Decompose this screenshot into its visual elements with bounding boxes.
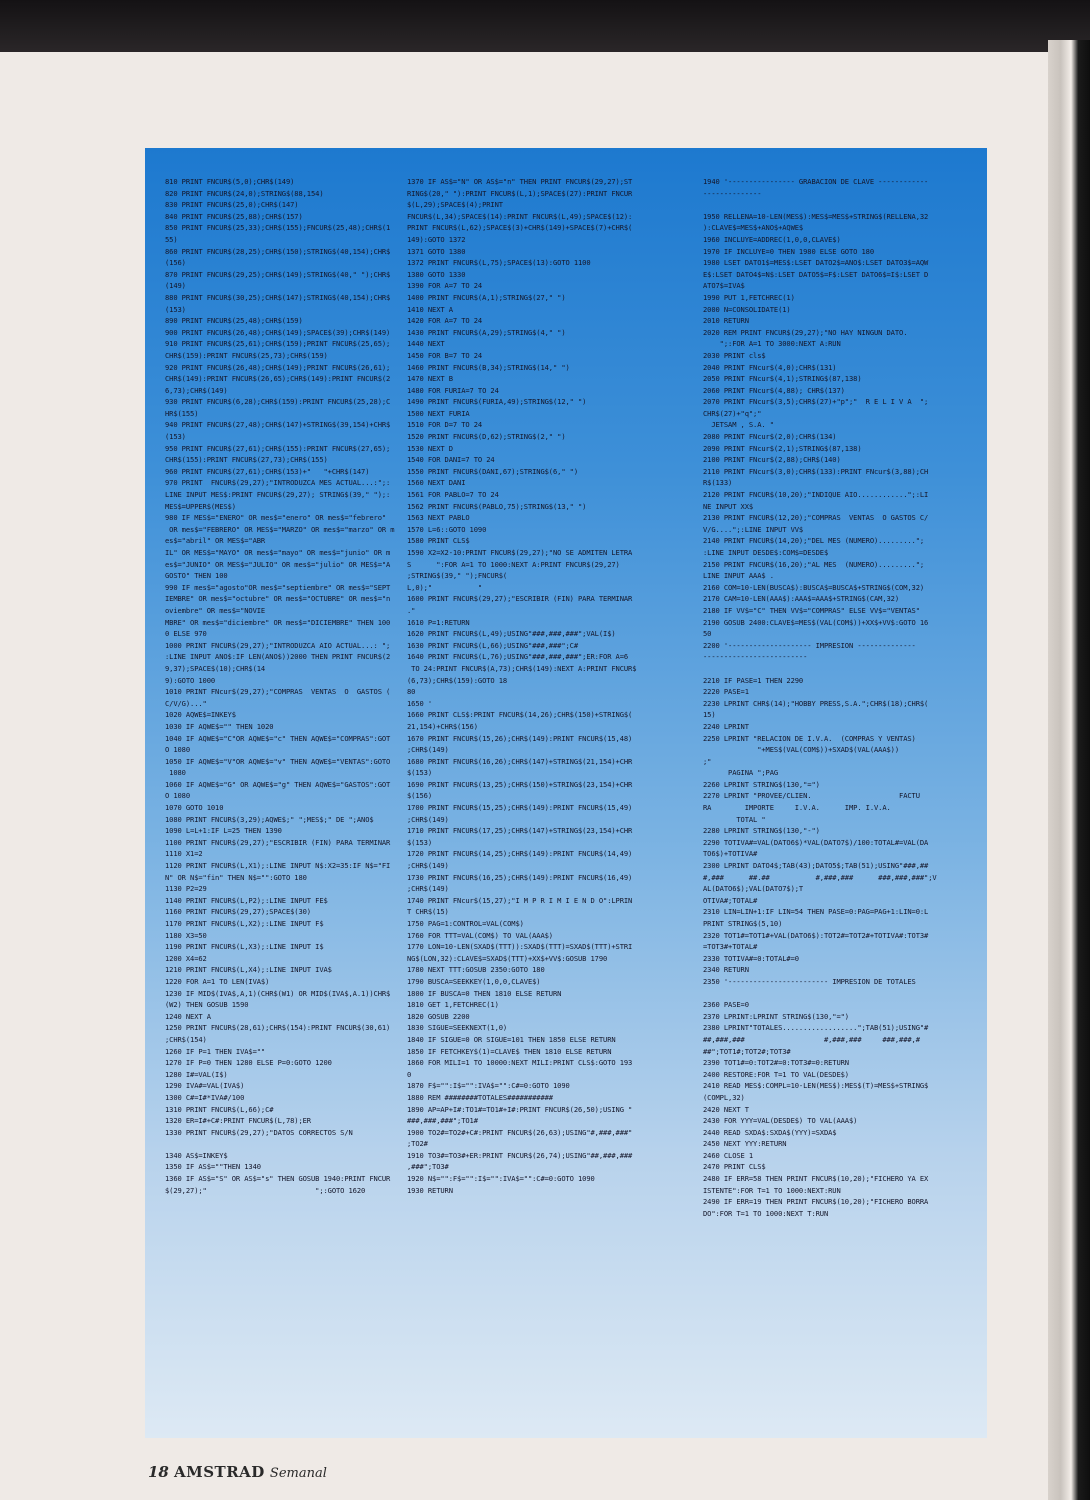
- code-line: CHR$(27)+"q";": [703, 408, 762, 418]
- listing-column-2: [407, 176, 685, 1196]
- listing-panel: [145, 148, 987, 1438]
- code-line: --------------: [703, 188, 762, 198]
- code-line: T CHR$(15): [407, 907, 449, 917]
- code-line: [703, 988, 979, 1000]
- code-line: 1470 NEXT B: [407, 374, 453, 384]
- code-line: 860 PRINT FNCUR$(28,25);CHR$(150);STRING$(40,154);CHR$: [165, 246, 391, 256]
- code-line: 1950 RELLENA=10-LEN(MES$):MES$=MES$+STRING$(RELLENA,32: [703, 211, 929, 221]
- code-line: 1130 P2=29: [165, 884, 207, 894]
- code-line: (6,73);CHR$(159):GOTO 18: [407, 675, 508, 685]
- code-line: 1030 IF AQWE$="" THEN 1020: [165, 721, 274, 731]
- code-line: 2400 RESTORE:FOR T=1 TO VAL(DESDE$): [703, 1069, 849, 1079]
- code-line: 970 PRINT FNCUR$(29,27);"INTRODUZCA MES ACTUAL...:";:: [165, 478, 391, 488]
- code-line: 1540 FOR DANI=7 TO 24: [407, 455, 495, 465]
- code-line: L,0);" ": [407, 582, 483, 592]
- code-line: 1190 PRINT FNCUR$(L,X3);:LINE INPUT I$: [165, 942, 324, 952]
- code-line: 1310 PRINT FNCUR$(L,66);C#: [165, 1104, 274, 1114]
- code-line: 940 PRINT FNCUR$(27,48);CHR$(147)+STRING$(39,154)+CHR$: [165, 420, 391, 430]
- code-line: :LINE INPUT DESDE$:COM$=DESDE$: [703, 548, 829, 557]
- code-line: RA IMPORTE I.V.A. IMP. I.V.A.: [703, 803, 891, 813]
- code-line: MBRE" OR mes$="diciembre" OR mes$="DICIEMBRE" THEN 100: [165, 617, 391, 627]
- code-line: 1050 IF AQWE$="V"OR AQWE$="v" THEN AQWE$="VENTAS":GOTO: [165, 756, 391, 766]
- code-line: 1590 X2=X2-10:PRINT FNCUR$(29,27);"NO SE ADMITEN LETRA: [407, 548, 633, 557]
- code-line: 55): [165, 234, 178, 244]
- code-line: 1372 PRINT FNCUR$(L,75);SPACE$(13):GOTO 1100: [407, 258, 591, 268]
- code-line: -------------------------: [703, 652, 808, 662]
- code-line: 1560 NEXT DANI: [407, 478, 466, 488]
- code-line: 2470 PRINT CLS$: [703, 1162, 766, 1172]
- code-line: (W2) THEN GOSUB 1590: [165, 1000, 249, 1010]
- code-line: 15): [703, 710, 716, 720]
- code-line: 1830 SIGUE=SEEKNEXT(1,0): [407, 1023, 508, 1033]
- code-line: GOSTO" THEN 100: [165, 571, 228, 581]
- page-number: 18: [148, 1463, 169, 1481]
- code-line: 2180 IF VV$="C" THEN VV$="COMPRAS" ELSE VV$="VENTAS": [703, 605, 920, 615]
- code-line: 960 PRINT FNCUR$(27,61);CHR$(153)+" "+CHR$(147): [165, 466, 370, 476]
- code-line: 1610 P=1:RETURN: [407, 617, 470, 627]
- code-line: 1570 L=6::GOTO 1090: [407, 524, 487, 534]
- code-line: 2420 NEXT T: [703, 1104, 749, 1114]
- code-line: 850 PRINT FNCUR$(25,33);CHR$(155);FNCUR$(25,48);CHR$(1: [165, 223, 391, 233]
- code-line: 1940 '---------------- GRABACION DE CLAVE ------------: [703, 177, 929, 186]
- code-line: ";:FOR A=1 TO 3000:NEXT A:RUN: [703, 339, 841, 349]
- code-line: 1580 PRINT CLS$: [407, 536, 470, 546]
- code-line: 1970 IF INCLUYE=0 THEN 1980 ELSE GOTO 180: [703, 246, 875, 256]
- code-line: 2150 PRINT FNCUR$(16,20);"AL MES (NUMERO).........";: [703, 559, 925, 569]
- code-line: 2140 PRINT FNCUR$(14,20);"DEL MES (NUMERO).........";: [703, 536, 925, 546]
- code-line: 2460 CLOSE 1: [703, 1150, 754, 1160]
- code-line: 2080 PRINT FNcur$(2,0);CHR$(134): [703, 432, 837, 442]
- code-line: 1640 PRINT FNCUR$(L,76);USING"###,###,###";ER:FOR A=6: [407, 652, 629, 662]
- code-line: 1430 PRINT FNCUR$(A,29);STRING$(4," "): [407, 327, 566, 337]
- code-line: ###,###,###";TO1#: [407, 1116, 478, 1126]
- code-line: 2020 REM PRINT FNCUR$(29,27);"NO HAY NINGUN DATO.: [703, 327, 908, 337]
- code-line: 1520 PRINT FNCUR$(D,62);STRING$(2," "): [407, 432, 566, 442]
- code-line: 1220 FOR A=1 TO LEN(IVA$): [165, 976, 270, 986]
- code-line: ATO7$=IVA$: [703, 281, 745, 291]
- code-line: 1810 GET 1,FETCHREC(1): [407, 1000, 499, 1010]
- code-line: ;CHR$(149): [407, 861, 449, 871]
- code-line: 2120 PRINT FNCUR$(10,20);"INDIQUE AIO............";:LI: [703, 490, 929, 500]
- magazine-subtitle: Semanal: [269, 1466, 327, 1481]
- magazine-name: AMSTRAD: [173, 1463, 265, 1481]
- code-line: 2030 PRINT cls$: [703, 350, 766, 360]
- scan-top-edge: [0, 0, 1090, 52]
- code-line: 2270 LPRINT "PROVEE/CLIEN. FACTU: [703, 791, 920, 801]
- code-line: 1440 NEXT: [407, 339, 445, 349]
- code-line: 2060 PRINT FNcur$(4,88); CHR$(137): [703, 385, 845, 395]
- code-line: 910 PRINT FNCUR$(25,61);CHR$(159);PRINT FNCUR$(25,65);: [165, 339, 391, 349]
- code-line: 6,73);CHR$(149): [165, 385, 228, 395]
- page-footer: [148, 1462, 327, 1481]
- code-line: 0 ELSE 970: [165, 629, 207, 639]
- code-line: TOTAL ": [703, 814, 766, 824]
- code-line: 1230 IF MID$(IVA$,A,1)(CHR$(W1) OR MID$(IVA$,A.1))CHR$: [165, 988, 391, 998]
- code-line: 1360 IF AS$="S" OR AS$="s" THEN GOSUB 1940:PRINT FNCUR: [165, 1174, 391, 1184]
- code-line: 1120 PRINT FNCUR$(L,X1);:LINE INPUT N$:X2=35:IF N$="FI: [165, 861, 391, 871]
- code-line: C/V/G)...": [165, 698, 207, 708]
- code-line: :LINE INPUT ANO$:IF LEN(ANO$))2000 THEN PRINT FNCUR$(2: [165, 652, 391, 662]
- code-line: RING$(20," "):PRINT FNCUR$(L,1);SPACE$(27):PRINT FNCUR: [407, 188, 633, 198]
- code-line: 1480 FOR FURIA=7 TO 24: [407, 385, 499, 395]
- code-line: 1040 IF AQWE$="C"OR AQWE$="c" THEN AQWE$="COMPRAS":GOT: [165, 733, 391, 743]
- code-line: 1060 IF AQWE$="G" OR AQWE$="g" THEN AQWE$="GASTOS":GOT: [165, 779, 391, 789]
- code-line: HR$(155): [165, 408, 199, 418]
- code-line: 21,154)+CHR$(156): [407, 721, 478, 731]
- code-line: 1780 NEXT TTT:GOSUB 2350:GOTO 180: [407, 965, 545, 975]
- code-line: 1270 IF P=0 THEN 1280 ELSE P=0:GOTO 1200: [165, 1058, 332, 1068]
- code-line: #,### ##.## #,###,### ###,###,###";V: [703, 872, 937, 882]
- code-line: 1700 PRINT FNCUR$(15,25);CHR$(149):PRINT FNCUR$(15,49): [407, 803, 633, 813]
- code-line: LINE INPUT AAA$ .: [703, 571, 774, 581]
- code-line: 2210 IF PASE=1 THEN 2290: [703, 675, 804, 685]
- code-line: $(29,27);" ";:GOTO 1620: [165, 1185, 366, 1195]
- code-line: 1420 FOR A=7 TO 24: [407, 316, 483, 326]
- code-line: 1080 PRINT FNCUR$(3,29);AQWE$;" ";MES$;" DE ";ANO$: [165, 814, 374, 824]
- code-line: TO6$)+TOTIVA#: [703, 849, 758, 859]
- code-line: 1370 IF AS$="N" OR AS$="n" THEN PRINT FNCUR$(29,27);ST: [407, 177, 633, 186]
- code-line: OTIVA#;TOTAL#: [703, 895, 758, 905]
- code-line: 2440 READ SXDA$:SXDA$(YYY)=SXDA$: [703, 1127, 837, 1137]
- code-line: 920 PRINT FNCUR$(26,48);CHR$(149);PRINT FNCUR$(26,61);: [165, 362, 391, 372]
- code-line: 2010 RETURN: [703, 316, 749, 326]
- code-line: 2260 LPRINT STRING$(130,"="): [703, 779, 820, 789]
- code-line: 1320 ER=I#+C#:PRINT FNCUR$(L,78);ER: [165, 1116, 311, 1126]
- code-line: ;CHR$(154): [165, 1034, 207, 1044]
- code-line: ,###";TO3#: [407, 1162, 449, 1172]
- code-line: 2070 PRINT FNcur$(3,5);CHR$(27)+"p";" R E L I V A ";: [703, 397, 929, 407]
- code-line: 1350 IF AS$=""THEN 1340: [165, 1162, 261, 1172]
- code-line: oviembre" OR mes$="NOVIE: [165, 605, 266, 615]
- code-line: 2430 FOR YYY=VAL(DESDE$) TO VAL(AAA$): [703, 1116, 858, 1126]
- code-line: O 1080: [165, 745, 191, 755]
- code-line: 1980 LSET DATO1$=MES$:LSET DATO2$=ANO$:LSET DATO3$=AQW: [703, 258, 929, 268]
- code-line: 2310 LIN=LIN+1:IF LIN=54 THEN PASE=0:PAG=PAG+1:LIN=0:L: [703, 907, 929, 917]
- code-line: 1680 PRINT FNCUR$(16,26);CHR$(147)+STRING$(21,154)+CHR: [407, 756, 633, 766]
- code-line: 2160 COM=10-LEN(BUSCA$):BUSCA$=BUSCA$+STRING$(COM,32): [703, 582, 925, 592]
- code-line: 1670 PRINT FNCUR$(15,26);CHR$(149):PRINT FNCUR$(15,48): [407, 733, 633, 743]
- code-line: 1880 REM ########TOTALES###########: [407, 1092, 553, 1102]
- code-line: IEMBRE" OR mes$="octubre" OR mes$="OCTUBRE" OR mes$="n: [165, 594, 391, 604]
- code-line: [703, 199, 979, 211]
- code-line: 1210 PRINT FNCUR$(L,X4);:LINE INPUT IVA$: [165, 965, 332, 975]
- code-line: 820 PRINT FNCUR$(24,0);STRING$(88,154): [165, 188, 324, 198]
- code-line: 870 PRINT FNCUR$(29,25);CHR$(149);STRING$(40," ");CHR$: [165, 269, 391, 279]
- code-line: 1930 RETURN: [407, 1185, 453, 1195]
- code-line: 1620 PRINT FNCUR$(L,49);USING"###,###,###";VAL(I$): [407, 629, 616, 639]
- code-line: 1500 NEXT FURIA: [407, 408, 470, 418]
- code-line: 9,37);SPACE$(10);CHR$(14: [165, 663, 266, 673]
- code-line: 1110 X1=2: [165, 849, 203, 859]
- code-line: 1561 FOR PABLO=7 TO 24: [407, 490, 499, 500]
- code-line: 2170 CAM=10-LEN(AAA$):AAA$=AAA$+STRING$(CAM,32): [703, 594, 900, 604]
- code-line: 1750 PAG=1:CONTROL=VAL(COM$): [407, 919, 524, 928]
- code-line: 1460 PRINT FNCUR$(B,34);STRING$(14," "): [407, 362, 570, 372]
- listing-column-3: [703, 176, 979, 1219]
- code-line: 890 PRINT FNCUR$(25,48);CHR$(159): [165, 316, 303, 326]
- code-line: $(153): [407, 837, 433, 847]
- code-line: 1890 AP=AP+I#:TO1#=TO1#+I#:PRINT FNCUR$(26,50);USING ": [407, 1104, 633, 1114]
- code-line: 1600 PRINT FNCUR$(29,27);"ESCRIBIR (FIN) PARA TERMINAR: [407, 594, 633, 604]
- code-line: 2230 LPRINT CHR$(14);"HOBBY PRESS,S.A.";CHR$(18);CHR$(: [703, 698, 929, 708]
- code-line: 1000 PRINT FNCUR$(29,27);"INTRODUZCA AIO ACTUAL...: ";: [165, 640, 391, 650]
- code-line: 1170 PRINT FNCUR$(L,X2);:LINE INPUT F$: [165, 919, 324, 928]
- code-line: 1371 GOTO 1380: [407, 246, 466, 256]
- code-line: 1340 AS$=INKEY$: [165, 1150, 228, 1160]
- listing-column-1: [165, 176, 397, 1196]
- code-line: 1840 IF SIGUE=0 OR SIGUE=101 THEN 1850 ELSE RETURN: [407, 1034, 616, 1044]
- code-line: 1180 X3=50: [165, 930, 207, 940]
- code-line: 9):GOTO 1000: [165, 675, 216, 685]
- code-line: 2200 '-------------------- IMPRESION --------------: [703, 640, 916, 650]
- code-line: 1200 X4=62: [165, 953, 207, 963]
- code-line: 1870 F$="":I$="":IVA$="":C#=0:GOTO 1090: [407, 1081, 570, 1091]
- code-line: 1240 NEXT A: [165, 1011, 211, 1021]
- code-line: 1020 AQWE$=INKEY$: [165, 710, 236, 720]
- code-line: es$="JUNIO" OR MES$="JULIO" OR mes$="julio" OR MES$="A: [165, 559, 391, 569]
- code-line: CHR$(149):PRINT FNCUR$(26,65);CHR$(149):PRINT FNCUR$(2: [165, 374, 391, 384]
- code-line: JETSAM , S.A. ": [703, 420, 774, 430]
- code-line: CHR$(155):PRINT FNCUR$(27,73);CHR$(155): [165, 455, 328, 465]
- code-line: N" OR N$="fin" THEN N$="":GOTO 180: [165, 872, 307, 882]
- code-line: 1820 GOSUB 2200: [407, 1011, 470, 1021]
- code-line: 1380 GOTO 1330: [407, 269, 466, 279]
- code-line: 1740 PRINT FNcur$(15,27);"I M P R I M I E N D O":LPRIN: [407, 895, 633, 905]
- code-line: 1550 PRINT FNCUR$(DANI,67);STRING$(6," "): [407, 466, 579, 476]
- code-line: 1330 PRINT FNCUR$(29,27);"DATOS CORRECTOS S/N: [165, 1127, 353, 1137]
- code-line: CHR$(159):PRINT FNCUR$(25,73);CHR$(159): [165, 350, 328, 360]
- code-line: NE INPUT XX$: [703, 501, 754, 511]
- code-line: 2480 IF ERR=58 THEN PRINT FNCUR$(10,20);"FICHERO YA EX: [703, 1174, 929, 1184]
- code-line: 2190 GOSUB 2400:CLAVE$=MES$(VAL(COM$))+XX$+VV$:GOTO 16: [703, 617, 929, 627]
- code-line: ;CHR$(149): [407, 814, 449, 824]
- code-line: $(156): [407, 791, 433, 801]
- code-line: 1100 PRINT FNCUR$(29,27);"ESCRIBIR (FIN) PARA TERMINAR: [165, 837, 391, 847]
- code-line: (149): [165, 281, 186, 291]
- code-line: 1990 PUT 1,FETCHREC(1): [703, 292, 795, 302]
- code-line: (COMPL,32): [703, 1092, 745, 1102]
- code-line: 2290 TOTIVA#=VAL(DATO6$)*VAL(DATO7$)/100:TOTAL#=VAL(DA: [703, 837, 929, 847]
- code-line: 2300 LPRINT DATO4$;TAB(43);DATO5$;TAB(51);USING"###,##: [703, 861, 929, 871]
- code-line: 1250 PRINT FNCUR$(28,61);CHR$(154):PRINT FNCUR$(30,61): [165, 1023, 391, 1033]
- code-line: 1530 NEXT D: [407, 443, 453, 453]
- code-line: 2000 N=CONSOLIDATE(1): [703, 304, 791, 314]
- code-line: 2220 PASE=1: [703, 687, 749, 697]
- code-line: 2380 LPRINT"TOTALES..................";TAB(51);USING"#: [703, 1023, 929, 1033]
- code-line: DO":FOR T=1 TO 1000:NEXT T:RUN: [703, 1208, 829, 1218]
- code-line: 0: [407, 1069, 412, 1079]
- code-line: 2390 TOT1#=0:TOT2#=0:TOT3#=0:RETURN: [703, 1058, 849, 1068]
- code-line: $(153): [407, 768, 433, 778]
- code-line: (153): [165, 432, 186, 442]
- code-line: 880 PRINT FNCUR$(30,25);CHR$(147);STRING$(40,154);CHR$: [165, 292, 391, 302]
- code-line: AL(DATO6$);VAL(DATO7$);T: [703, 884, 804, 894]
- code-line: NG$(LON,32):CLAVE$=SXAD$(TTT)+XX$+VV$:GOSUB 1790: [407, 953, 608, 963]
- code-line: 1410 NEXT A: [407, 304, 453, 314]
- code-line: 2240 LPRINT: [703, 721, 749, 731]
- code-line: MES$=UPPER$(MES$): [165, 501, 236, 511]
- code-line: 1690 PRINT FNCUR$(13,25);CHR$(150)+STRING$(23,154)+CHR: [407, 779, 633, 789]
- code-line: O 1080: [165, 791, 191, 801]
- code-line: 840 PRINT FNCUR$(25,88);CHR$(157): [165, 211, 303, 221]
- code-line: 2110 PRINT FNcur$(3,0);CHR$(133):PRINT FNcur$(3,88);CH: [703, 466, 929, 476]
- code-line: ##";TOT1#;TOT2#;TOT3#: [703, 1046, 791, 1056]
- code-line: 2130 PRINT FNCUR$(12,20);"COMPRAS VENTAS O GASTOS C/: [703, 513, 929, 523]
- code-line: 2280 LPRINT STRING$(130,"-"): [703, 826, 820, 836]
- code-line: 2350 '------------------------ IMPRESION DE TOTALES: [703, 976, 916, 986]
- code-line: 1080: [165, 768, 186, 778]
- code-line: 2050 PRINT FNcur$(4,1);STRING$(87,138): [703, 374, 862, 384]
- code-line: 990 IF mes$="agosto"OR mes$="septiembre" OR mes$="SEPT: [165, 582, 391, 592]
- code-line: 1630 PRINT FNCUR$(L,66);USING"###,###";C#: [407, 640, 579, 650]
- code-line: es$="abril" OR MES$="ABR: [165, 536, 266, 546]
- code-line: 1090 L=L+1:IF L=25 THEN 1390: [165, 826, 282, 836]
- code-line: 1070 GOTO 1010: [165, 803, 224, 813]
- code-line: 2490 IF ERR=19 THEN PRINT FNCUR$(10,20);"FICHERO BORRA: [703, 1197, 929, 1207]
- code-line: 1510 FOR D=7 TO 24: [407, 420, 483, 430]
- code-line: 80: [407, 687, 416, 697]
- code-line: 1160 PRINT FNCUR$(29,27);SPACE$(30): [165, 907, 311, 917]
- code-line: 1790 BUSCA=SEEKKEY(1,0,0,CLAVE$): [407, 976, 541, 986]
- code-line: $(L,29);SPACE$(4);PRINT: [407, 200, 503, 210]
- code-line: 900 PRINT FNCUR$(26,48);CHR$(149);SPACE$(39);CHR$(149): [165, 327, 391, 337]
- code-line: 1920 N$="":F$="":I$="":IVA$="":C#=0:GOTO 1090: [407, 1174, 595, 1184]
- code-line: 1760 FOR TTT=VAL(COM$) TO VAL(AAA$): [407, 930, 553, 940]
- code-line: 810 PRINT FNCUR$(5,0);CHR$(149): [165, 177, 295, 186]
- code-line: ;STRING$(39," ");FNCUR$(: [407, 571, 508, 581]
- code-line: FNCUR$(L,34);SPACE$(14):PRINT FNCUR$(L,49);SPACE$(12):: [407, 211, 633, 221]
- code-line: 1850 IF FETCHKEY$(1)=CLAVE$ THEN 1810 ELSE RETURN: [407, 1046, 612, 1056]
- code-line: "+MES$(VAL(COM$))+SXAD$(VAL(AAA$)): [703, 745, 900, 755]
- code-line: 1290 IVA#=VAL(IVA$): [165, 1081, 245, 1091]
- code-line: 1140 PRINT FNCUR$(L,P2);:LINE INPUT FE$: [165, 895, 328, 905]
- code-line: 930 PRINT FNCUR$(6,28);CHR$(159):PRINT FNCUR$(25,28);C: [165, 397, 391, 407]
- code-line: 1010 PRINT FNcur$(29,27);"COMPRAS VENTAS O GASTOS (: [165, 687, 391, 697]
- code-line: E$:LSET DATO4$=N$:LSET DATO5$=F$:LSET DATO6$=I$:LSET D: [703, 269, 929, 279]
- code-line: .": [407, 605, 416, 615]
- code-line: LINE INPUT MES$:PRINT FNCUR$(29,27); STRING$(39," ");:: [165, 490, 391, 500]
- code-line: 1800 IF BUSCA=0 THEN 1810 ELSE RETURN: [407, 988, 562, 998]
- code-line: 830 PRINT FNCUR$(25,0);CHR$(147): [165, 200, 299, 210]
- code-line: 2360 PASE=0: [703, 1000, 749, 1010]
- code-line: 1650 ': [407, 698, 433, 708]
- code-line: =TOT3#+TOTAL#: [703, 942, 758, 952]
- code-line: 2370 LPRINT:LPRINT STRING$(130,"="): [703, 1011, 849, 1021]
- code-line: 2090 PRINT FNcur$(2,1);STRING$(87,138): [703, 443, 862, 453]
- code-line: 1660 PRINT CLS$:PRINT FNCUR$(14,26);CHR$(150)+STRING$(: [407, 710, 633, 720]
- code-line: 1710 PRINT FNCUR$(17,25);CHR$(147)+STRING$(23,154)+CHR: [407, 826, 633, 836]
- code-line: 2320 TOT1#=TOT1#+VAL(DATO6$):TOT2#=TOT2#+TOTIVA#:TOT3#: [703, 930, 929, 940]
- code-line: R$(133): [703, 478, 733, 488]
- code-line: 1730 PRINT FNCUR$(16,25);CHR$(149):PRINT FNCUR$(16,49): [407, 872, 633, 882]
- code-line: 1720 PRINT FNCUR$(14,25);CHR$(149):PRINT FNCUR$(14,49): [407, 849, 633, 859]
- code-line: 2250 LPRINT "RELACION DE I.V.A. (COMPRAS Y VENTAS): [703, 733, 916, 743]
- page-spine: [1048, 40, 1090, 1500]
- code-line: PRINT FNCUR$(L,62);SPACE$(3)+CHR$(149)+SPACE$(7)+CHR$(: [407, 223, 633, 233]
- code-line: OR mes$="FEBRERO" OR MES$="MARZO" OR mes$="marzo" OR m: [165, 524, 395, 534]
- code-line: 1390 FOR A=7 TO 24: [407, 281, 483, 291]
- code-line: 2100 PRINT FNcur$(2,88);CHR$(140): [703, 455, 841, 465]
- code-line: TO 24:PRINT FNCUR$(A,73);CHR$(149):NEXT A:PRINT FNCUR$: [407, 663, 637, 673]
- code-line: ):CLAVE$=MES$+ANO$+AQWE$: [703, 223, 804, 233]
- code-line: 1910 TO3#=TO3#+ER:PRINT FNCUR$(26,74);USING"##,###,###: [407, 1150, 633, 1160]
- code-line: 1900 TO2#=TO2#+C#:PRINT FNCUR$(26,63);USING"#,###,###": [407, 1127, 633, 1137]
- code-line: 2040 PRINT FNcur$(4,0);CHR$(131): [703, 362, 837, 372]
- code-line: (153): [165, 304, 186, 314]
- code-line: ;": [703, 756, 712, 766]
- code-line: 2340 RETURN: [703, 965, 749, 975]
- code-line: 980 IF MES$="ENERO" OR mes$="enero" OR mes$="febrero": [165, 513, 387, 523]
- code-line: 950 PRINT FNCUR$(27,61);CHR$(155):PRINT FNCUR$(27,65);: [165, 443, 391, 453]
- code-line: IL" OR MES$="MAYO" OR mes$="mayo" OR mes$="junio" OR m: [165, 548, 391, 557]
- code-line: PRINT STRING$(5,10): [703, 919, 783, 928]
- code-line: 149):GOTO 1372: [407, 234, 466, 244]
- code-line: 2450 NEXT YYY:RETURN: [703, 1139, 787, 1149]
- code-line: S ":FOR A=1 TO 1000:NEXT A:PRINT FNCUR$(29,27): [407, 559, 620, 569]
- code-line: ;CHR$(149): [407, 745, 449, 755]
- code-line: ;CHR$(149): [407, 884, 449, 894]
- code-line: 2410 READ MES$:COMPL=10-LEN(MES$):MES$(T)=MES$+STRING$: [703, 1081, 929, 1091]
- code-line: 1280 I#=VAL(I$): [165, 1069, 228, 1079]
- code-line: (156): [165, 258, 186, 268]
- code-line: 50: [703, 629, 712, 639]
- code-line: 1860 FOR MILI=1 TO 10000:NEXT MILI:PRINT CLS$:GOTO 193: [407, 1058, 633, 1068]
- code-line: 1960 INCLUYE=ADDREC(1,0,0,CLAVE$): [703, 234, 841, 244]
- code-line: 1490 PRINT FNCUR$(FURIA,49);STRING$(12," "): [407, 397, 587, 407]
- code-line: 1300 C#=I#*IVA#/100: [165, 1092, 245, 1102]
- code-line: ISTENTE":FOR T=1 TO 1000:NEXT:RUN: [703, 1185, 841, 1195]
- code-line: 1770 LON=10-LEN(SXAD$(TTT)):SXAD$(TTT)=SXAD$(TTT)+STRI: [407, 942, 633, 952]
- code-line: V/G....";:LINE INPUT VV$: [703, 524, 804, 534]
- code-line: 1563 NEXT PABLO: [407, 513, 470, 523]
- code-line: [165, 1138, 397, 1150]
- code-line: 1450 FOR B=7 TO 24: [407, 350, 483, 360]
- code-line: ##,###,### #,###,### ###,###,#: [703, 1034, 920, 1044]
- code-line: PAGINA ";PAG: [703, 768, 779, 778]
- code-line: [703, 663, 979, 675]
- code-line: 1562 PRINT FNCUR$(PABLO,75);STRING$(13," "): [407, 501, 587, 511]
- code-line: ;TO2#: [407, 1139, 428, 1149]
- code-line: 1260 IF P=1 THEN IVA$="": [165, 1046, 266, 1056]
- code-line: 2330 TOTIVA#=0:TOTAL#=0: [703, 953, 799, 963]
- code-line: 1400 PRINT FNCUR$(A,1);STRING$(27," "): [407, 292, 566, 302]
